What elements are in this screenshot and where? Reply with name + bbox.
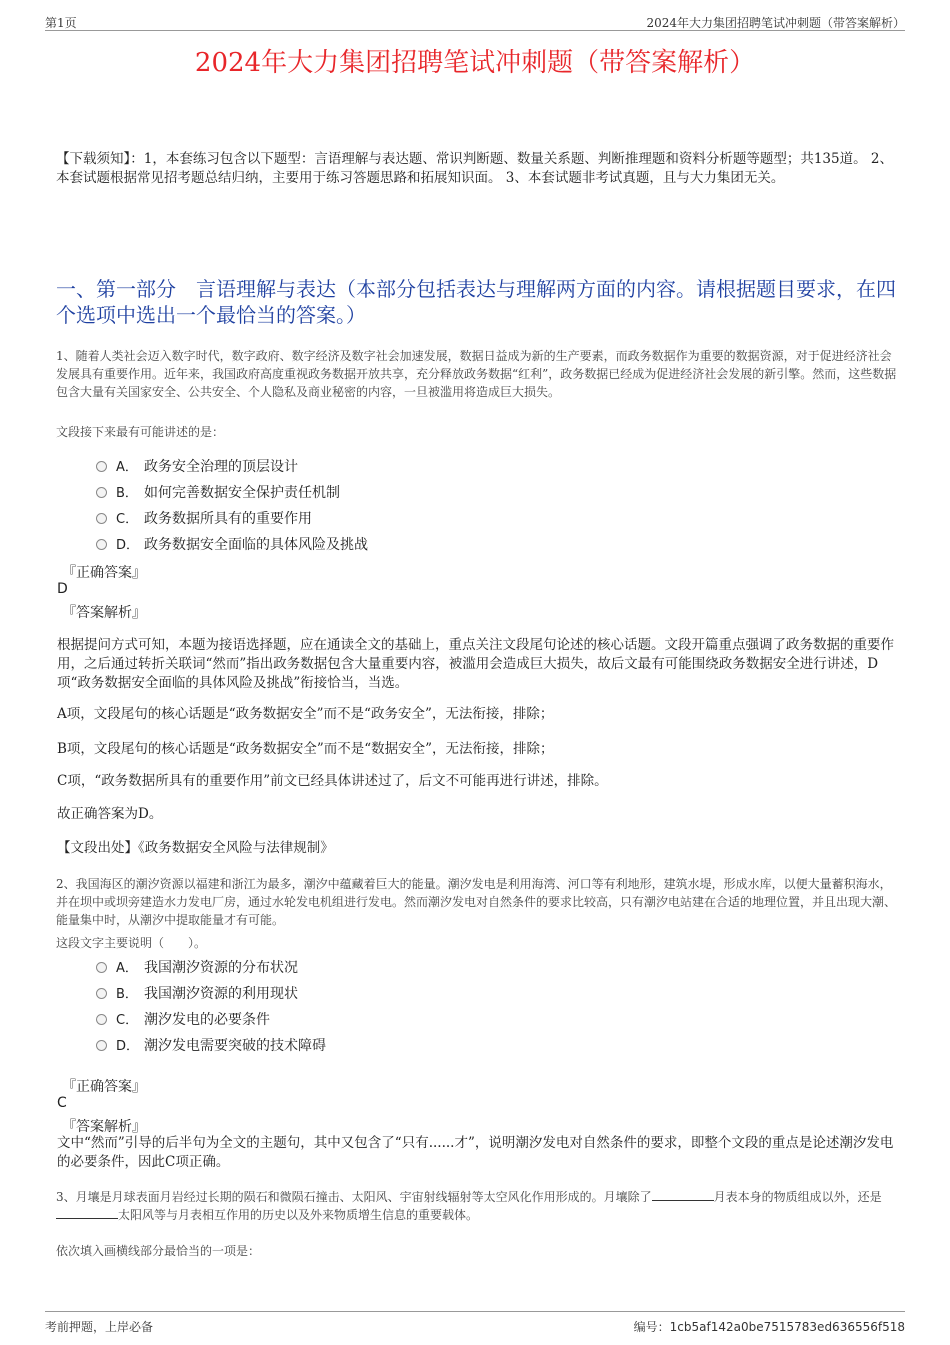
q1-source: 【文段出处】《政务数据安全风险与法律规制》 (57, 840, 334, 856)
page-number: 第1页 (45, 16, 77, 30)
q2-analysis-label: 『答案解析』 (62, 1119, 146, 1135)
radio-icon[interactable] (96, 487, 107, 498)
page-title: 2024年大力集团招聘笔试冲刺题（带答案解析） (194, 48, 756, 78)
q2-correct-label: 『正确答案』 (62, 1079, 146, 1095)
question-1-prompt: 文段接下来最有可能讲述的是： (56, 425, 225, 439)
question-2-prompt: 这段文字主要说明（ ）。 (56, 936, 207, 950)
q1-analysis-label: 『答案解析』 (62, 605, 146, 621)
section-title: 一、第一部分 言语理解与表达（本部分包括表达与理解两方面的内容。请根据题目要求，在四个选项中选出一个最恰当的答案。） (56, 277, 896, 327)
header-doc-title: 2024年大力集团招聘笔试冲刺题（带答案解析） (646, 16, 905, 30)
q2-answer: C (57, 1095, 67, 1111)
fill-blank-1[interactable] (652, 1188, 714, 1201)
page-header (45, 8, 905, 31)
q1-analysis-conclusion: 故正确答案为D。 (57, 806, 163, 822)
question-3-prompt: 依次填入画横线部分最恰当的一项是： (56, 1244, 261, 1258)
q2-analysis: 文中“然而”引导的后半句为全文的主题句，其中又包含了“只有......才”，说明潮汐发电对自然条件的要求，即整个文段的重点是论述潮汐发电的必要条件，因此C项正确。 (57, 1135, 894, 1170)
q1-answer: D (57, 581, 68, 597)
fill-blank-2[interactable] (56, 1206, 118, 1219)
radio-icon[interactable] (96, 1040, 107, 1051)
footer-slogan: 考前押题，上岸必备 (45, 1320, 154, 1334)
question-2-text: 2、我国海区的潮汐资源以福建和浙江为最多，潮汐中蕴藏着巨大的能量。潮汐发电是利用海湾、河口等有利地形，建筑水堤，形成水库，以便大量蓄积海水，并在坝中或坝旁建造水力发电厂房，通过水轮发电机组进行发电。然而潮汐发电对自然条件的要求比较高，只有潮汐电站建在合适的地理位置，并且出现大潮、能量集中时，从潮汐中提取能量才有可能。 (56, 877, 897, 927)
radio-icon[interactable] (96, 513, 107, 524)
footer-code: 编号：1cb5af142a0be7515783ed636556f518 (633, 1320, 905, 1334)
q1-analysis-a: A项，文段尾句的核心话题是“政务数据安全”而不是“政务安全”，无法衔接，排除； (57, 706, 554, 722)
q1-analysis-c: C项，“政务数据所具有的重要作用”前文已经具体讲述过了，后文不可能再进行讲述，排除。 (57, 773, 608, 789)
download-notice: 【下载须知】：1，本套练习包含以下题型：言语理解与表达题、常识判断题、数量关系题、判断推理题和资料分析题等题型；共135道。 2、本套试题根据常见招考题总结归纳，主要用于练习答题思路和拓展知识面。 3、本套试题非考试真题，且与大力集团无关。 (56, 151, 893, 186)
radio-icon[interactable] (96, 962, 107, 973)
radio-icon[interactable] (96, 539, 107, 550)
radio-icon[interactable] (96, 1014, 107, 1025)
radio-icon[interactable] (96, 988, 107, 999)
q1-correct-label: 『正确答案』 (62, 565, 146, 581)
radio-icon[interactable] (96, 461, 107, 472)
q1-analysis-b: B项，文段尾句的核心话题是“政务数据安全”而不是“数据安全”，无法衔接，排除； (57, 741, 554, 757)
page-footer (45, 1311, 905, 1338)
q1-analysis-main: 根据提问方式可知，本题为接语选择题，应在通读全文的基础上，重点关注文段尾句论述的核心话题。文段开篇重点强调了政务数据的重要作用，之后通过转折关联词“然而”指出政务数据包含大量重要内容，被滥用会造成巨大损失，故后文最有可能围绕政务数据安全进行讲述，D项“政务数据安全面临的具体风险及挑战”衔接恰当，当选。 (57, 637, 894, 691)
question-1-text: 1、随着人类社会迈入数字时代，数字政府、数字经济及数字社会加速发展，数据日益成为新的生产要素，而政务数据作为重要的数据资源，对于促进经济社会发展具有重要作用。近年来，我国政府高度重视政务数据开放共享，充分释放政务数据“红利”，政务数据已经成为促进经济社会发展的新引擎。然而，这些数据包含大量有关国家安全、公共安全、个人隐私及商业秘密的内容，一旦被滥用将造成巨大损失。 (56, 349, 897, 399)
question-3-text: 3、月壤是月球表面月岩经过长期的陨石和微陨石撞击、太阳风、宇宙射线辐射等太空风化作用形成的。月壤除了 月表本身的物质组成以外，还是太阳风等与月表相互作用的历史以及外来物质增生信息的重要载体。 (56, 1190, 882, 1222)
